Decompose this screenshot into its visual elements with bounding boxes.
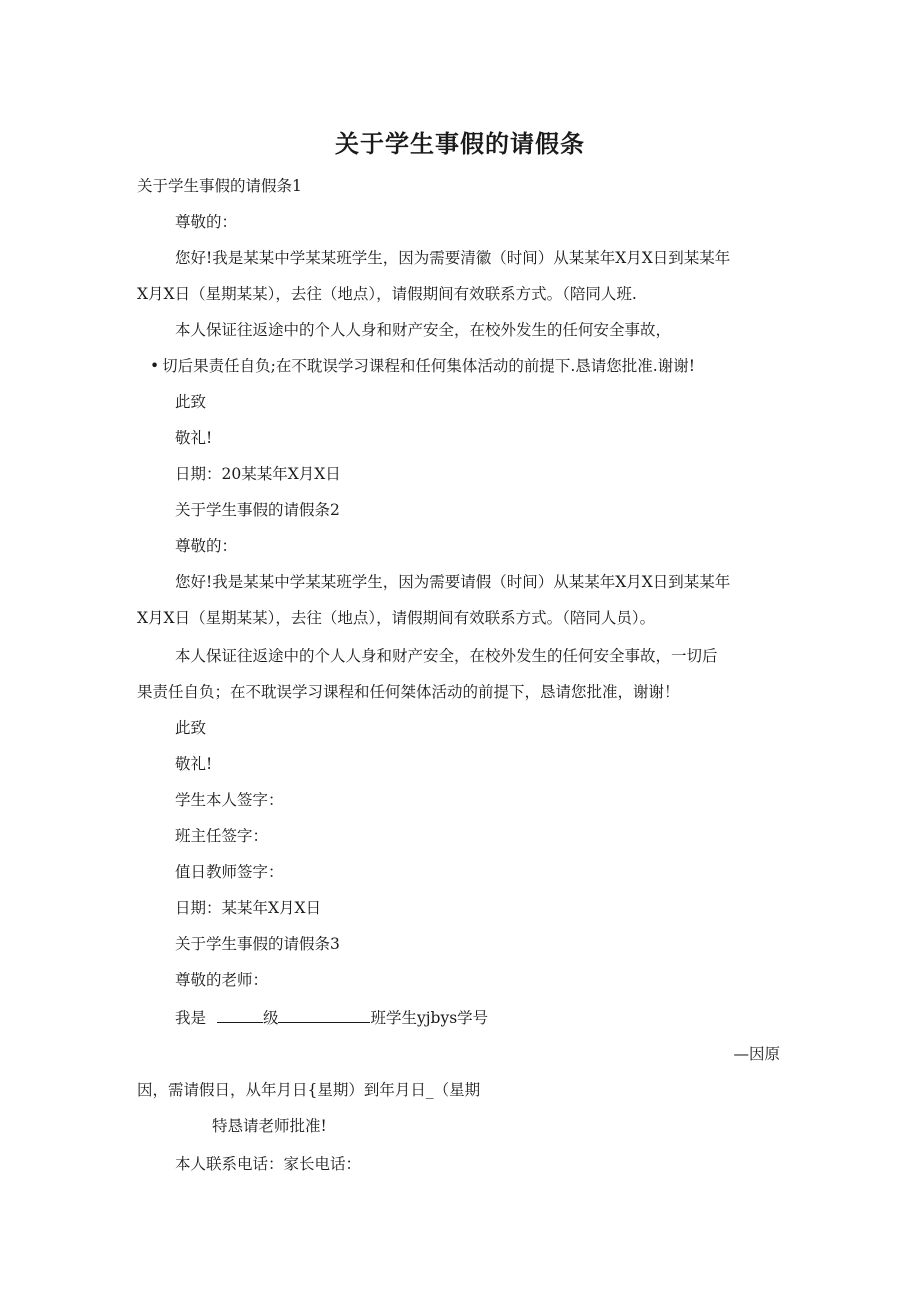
student-signature-line: 学生本人签字： xyxy=(175,791,284,809)
salutation: 尊敬的： xyxy=(175,213,238,231)
form-class-label: 班学生yjbys学号 xyxy=(370,1009,489,1027)
body-text: X月X日（星期某某），去往（地点），请假期间有效联系方式。（陪同人班. xyxy=(137,285,637,303)
form-grade-label: 级 xyxy=(262,1009,279,1027)
closing: 此致 xyxy=(175,393,207,411)
body-text: 果责任自负；在不耽误学习课程和任何桀体活动的前提下，恳请您批准，谢谢！ xyxy=(137,683,680,701)
form-prefix: 我是 xyxy=(175,1009,207,1027)
form-line xyxy=(175,1008,488,1028)
date-line: 日期：20某某年X月X日 xyxy=(175,465,341,483)
request-line: 特恳请老师批准! xyxy=(212,1117,327,1135)
salutation: 尊敬的老师： xyxy=(175,971,269,989)
closing: 敬礼! xyxy=(175,755,213,773)
body-text: 本人保证往返途中的个人人身和财产安全，在校外发生的任何安全事故，一切后 xyxy=(175,647,718,665)
teacher-signature-line: 班主任签字： xyxy=(175,827,269,845)
body-text: X月X日（星期某某），去往（地点），请假期间有效联系方式。（陪同人员）。 xyxy=(137,609,656,627)
section-heading-3: 关于学生事假的请假条3 xyxy=(175,935,340,953)
duty-teacher-signature-line: 值日教师签字： xyxy=(175,863,284,881)
salutation: 尊敬的： xyxy=(175,537,238,555)
body-text: • 切后果责任自负;在不耽误学习课程和任何集体活动的前提下.恳请您批准.谢谢! xyxy=(150,356,695,376)
body-text: 您好!我是某某中学某某班学生，因为需要请假（时间）从某某年X月X日到某某年 xyxy=(175,573,731,591)
date-line: 日期：某某年X月X日 xyxy=(175,899,322,917)
closing: 此致 xyxy=(175,719,207,737)
reason-line: —因原 xyxy=(733,1045,780,1063)
grade-blank xyxy=(217,1008,263,1023)
section-heading-2: 关于学生事假的请假条2 xyxy=(175,501,340,519)
document-title: 关于学生事假的请假条 xyxy=(335,130,585,158)
section-heading-1: 关于学生事假的请假条1 xyxy=(137,177,302,195)
body-text: 您好!我是某某中学某某班学生，因为需要清徽（时间）从某某年X月X日到某某年 xyxy=(175,249,731,267)
class-blank xyxy=(278,1008,370,1023)
contact-line: 本人联系电话：家长电话： xyxy=(175,1155,362,1173)
dates-line: 因，需请假日，从年月日{星期）到年月日_（星期 xyxy=(137,1081,481,1099)
body-text: 本人保证往返途中的个人人身和财产安全，在校外发生的任何安全事故， xyxy=(175,321,672,339)
closing: 敬礼! xyxy=(175,429,213,447)
